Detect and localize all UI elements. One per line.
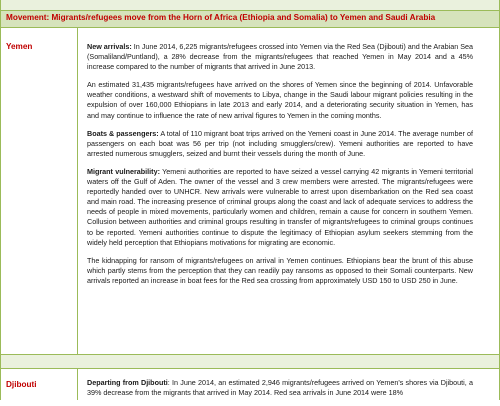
table-top-band bbox=[1, 0, 500, 11]
paragraph-text: An estimated 31,435 migrants/refugees have arrived on the shores of Yemen since the beginning of 2014. Unfavorable weather conditions, a westward shift of movements to Libya, change in the Saudi labour migrant policies resulting in the expulsion of over 160,000 Ethiopians in late 2013 and early 2014, and a deteriorating security situation in Yemen, has and may continue to influence the rate of new arrival figures to Yemen in the coming months. bbox=[87, 80, 473, 120]
paragraph-text: The kidnapping for ransom of migrants/refugees on arrival in Yemen continues. Ethiopians bear the brunt of this abuse which partly stems from the perception that they can readily pay ransoms as opposed to their Somali counterparts. New arrivals reported an increase in boat fees for the Red sea crossing from approximately USD 150 to USD 250 in June. bbox=[87, 255, 473, 285]
table-separator-band bbox=[1, 354, 500, 369]
paragraph-kidnapping bbox=[87, 256, 473, 286]
paragraph-text: A total of 110 migrant boat trips arrived on the Yemeni coast in June 2014. The average number of passengers on each boat was 56 per trip (not including smugglers/crew). Yemeni authorities are reported to have arrested numerous smugglers, seized and burnt their vessels during the month of June. bbox=[87, 128, 473, 158]
section-heading-row bbox=[1, 11, 500, 28]
paragraph-departing-djibouti bbox=[87, 378, 473, 398]
row-label-djibouti: Djibouti bbox=[6, 380, 37, 389]
paragraph-text: In June 2014, 6,225 migrants/refugees crossed into Yemen via the Red Sea (Djibouti) and the Arabian Sea (Somaliland/Puntland), a 28% decrease from the migrants/refugees that reached Yemen in May 2014 and a 45% increase compared to the number of migrants that arrived in June 2013. bbox=[87, 42, 474, 72]
table-row-yemen bbox=[1, 28, 500, 354]
paragraph-title: Departing from Djibouti bbox=[87, 378, 168, 387]
paragraph-estimate bbox=[87, 80, 473, 120]
paragraph-title: Boats & passengers: bbox=[87, 128, 159, 138]
row-label-yemen: Yemen bbox=[6, 42, 33, 51]
paragraph-text: Yemeni authorities are reported to have seized a vessel carrying 42 migrants in Yemeni territorial waters off the Gulf of Aden. The owner of the vessel and 3 crew members were arrested. The migrants/refugees were reportedly handed over to UNHCR. New arrivals were vulnerable to arrest upon disembarkation on the Red sea coast and main road. The increasing presence of criminal groups along the coast and lack of adequate services to address the needs of people in mixed movements, particularly women and children, remain a cause for concern in southern Yemen. Collusion between authorities and criminal groups resulting in transfer of migrants/refugees to criminal groups continues to be reported. Yemeni authorities continue to dispute the legitimacy of Ethiopian asylum seekers stemming from the widely held perception that Ethiopians motivations for migrating are economic. bbox=[87, 166, 474, 247]
paragraph-new-arrivals bbox=[87, 42, 473, 72]
paragraph-text: : In June 2014, an estimated 2,946 migrants/refugees arrived on Yemen's shores via Djibouti, a 39% decrease from the migrants that arrived in May 2014. Red sea arrivals in June 2014 were 18% bbox=[87, 378, 473, 398]
section-heading: Movement: Migrants/refugees move from the Horn of Africa (Ethiopia and Somalia) to Yemen and Saudi Arabia bbox=[6, 13, 436, 22]
paragraph-boats-passengers bbox=[87, 129, 473, 159]
table-row-djibouti bbox=[1, 368, 500, 400]
paragraph-migrant-vulnerability bbox=[87, 167, 473, 248]
row-content-yemen bbox=[87, 42, 473, 294]
paragraph-title: New arrivals: bbox=[87, 42, 132, 51]
paragraph-title: Migrant vulnerability: bbox=[87, 166, 160, 176]
row-content-djibouti bbox=[87, 378, 473, 406]
